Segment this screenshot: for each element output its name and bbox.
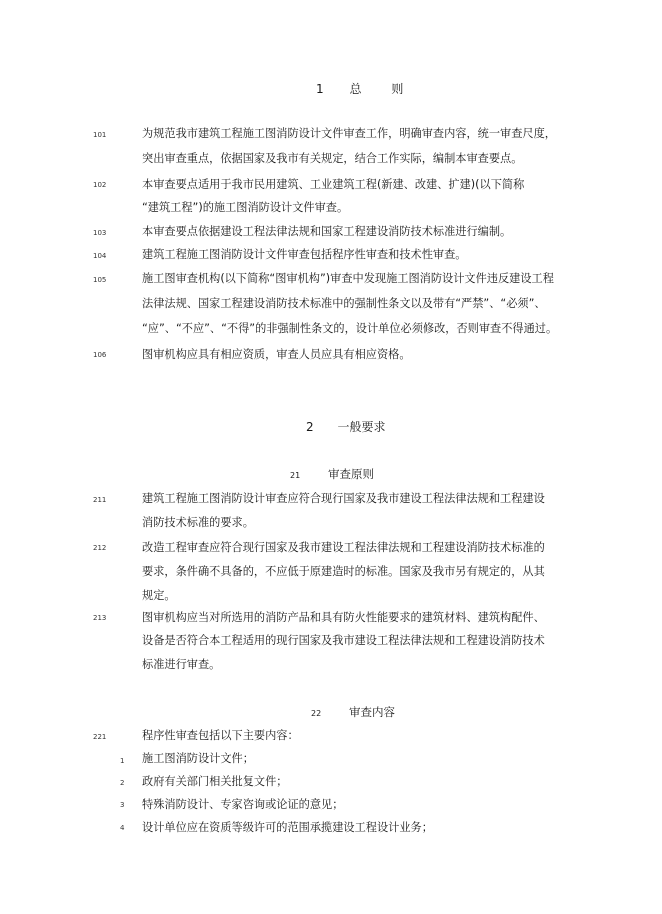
list-item-number: 3: [120, 801, 125, 809]
clause-number: 102: [93, 181, 107, 189]
list-item: 设计单位应在资质等级许可的范围承揽建设工程设计业务；: [142, 821, 433, 834]
section-22-number: 22: [311, 709, 322, 718]
clause-number: 101: [93, 131, 107, 139]
clause-text: 图审机构应当对所选用的消防产品和具有防火性能要求的建筑材料、建筑构配件、: [142, 611, 545, 624]
section-1-heading: [316, 80, 403, 97]
clause-number: 103: [93, 229, 107, 237]
section-1-title-a: 总: [349, 82, 362, 96]
clause-number: 221: [93, 733, 107, 741]
list-item: 政府有关部门相关批复文件；: [142, 775, 288, 788]
section-2-number: 2: [306, 420, 314, 434]
clause-text: 设备是否符合本工程适用的现行国家及我市建设工程法律法规和工程建设消防技术: [142, 634, 545, 647]
clause-number: 105: [93, 276, 107, 284]
list-item-number: 1: [120, 757, 125, 765]
clause-text: “建筑工程”)的施工图消防设计文件审查。: [142, 201, 349, 214]
clause-text: 突出审查重点，依据国家及我市有关规定，结合工作实际，编制本审查要点。: [142, 152, 523, 165]
clause-number: 106: [93, 351, 107, 359]
list-item-number: 4: [120, 824, 125, 832]
clause-text: 图审机构应具有相应资质，审查人员应具有相应资格。: [142, 348, 411, 361]
section-21-number: 21: [290, 471, 301, 480]
clause-number: 211: [93, 496, 107, 504]
section-22-title: 审查内容: [349, 705, 396, 719]
section-2-title: 一般要求: [337, 420, 386, 434]
section-2-heading: [306, 418, 385, 435]
clause-text: 要求，条件确不具备的，不应低于原建造时的标准。国家及我市另有规定的，从其: [142, 565, 545, 578]
section-1-number: 1: [316, 82, 324, 96]
clause-number: 104: [93, 252, 107, 260]
clause-text: 改造工程审查应符合现行国家及我市建设工程法律法规和工程建设消防技术标准的: [142, 541, 545, 554]
clause-text: 本审查要点依据建设工程法律法规和国家工程建设消防技术标准进行编制。: [142, 225, 512, 238]
clause-text: 施工图审查机构(以下简称“图审机构”)审查中发现施工图消防设计文件违反建设工程: [142, 272, 554, 285]
clause-text: 规定。: [142, 589, 176, 602]
list-item: 特殊消防设计、专家咨询或论证的意见；: [142, 798, 344, 811]
clause-text: 本审查要点适用于我市民用建筑、工业建筑工程(新建、改建、扩建)(以下简称: [142, 178, 525, 191]
clause-text: 法律法规、国家工程建设消防技术标准中的强制性条文以及带有“严禁”、“必须”、: [142, 297, 546, 310]
section-22-heading: [311, 704, 395, 720]
list-item: 施工图消防设计文件；: [142, 752, 254, 765]
clause-text: 标准进行审查。: [142, 658, 221, 671]
list-item-number: 2: [120, 779, 125, 787]
clause-number: 213: [93, 614, 107, 622]
clause-text: 程序性审查包括以下主要内容：: [142, 729, 299, 742]
section-1-title-b: 则: [391, 82, 404, 96]
section-21-heading: [290, 466, 374, 482]
clause-text: “应”、“不应”、“不得”的非强制性条文的，设计单位必须修改，否则审查不得通过。: [142, 322, 558, 335]
clause-text: 消防技术标准的要求。: [142, 516, 254, 529]
clause-text: 建筑工程施工图消防设计文件审查包括程序性审查和技术性审查。: [142, 248, 467, 261]
section-21-title: 审查原则: [328, 467, 375, 481]
clause-text: 为规范我市建筑工程施工图消防设计文件审查工作，明确审查内容，统一审查尺度，: [142, 127, 556, 140]
clause-text: 建筑工程施工图消防设计审查应符合现行国家及我市建设工程法律法规和工程建设: [142, 492, 545, 505]
clause-number: 212: [93, 544, 107, 552]
